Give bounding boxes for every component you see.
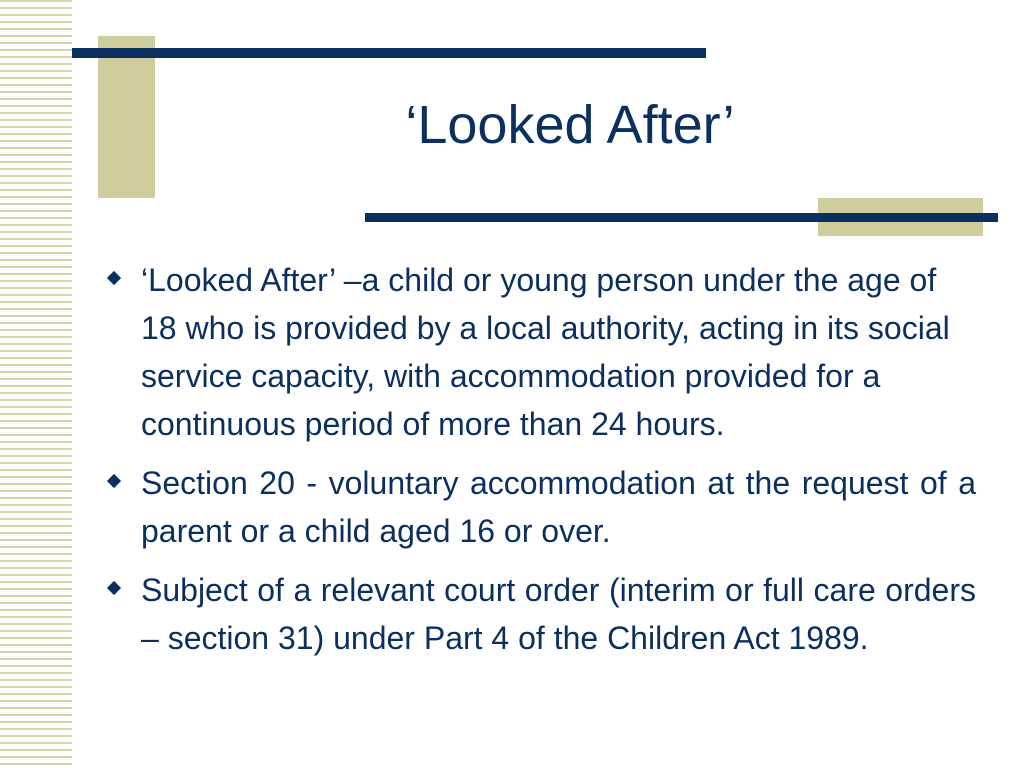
decorative-rule-top bbox=[72, 48, 706, 58]
diamond-bullet-icon bbox=[107, 474, 121, 488]
bullet-text: Subject of a relevant court order (interim or full care orders – section 31) under Part 4 of the Children Act 1989. bbox=[141, 572, 976, 656]
diamond-bullet-icon bbox=[107, 271, 121, 285]
diamond-bullet-icon bbox=[107, 581, 121, 595]
bullet-item bbox=[104, 566, 976, 662]
decorative-stripes bbox=[0, 0, 72, 768]
bullet-text: ‘Looked After’ –a child or young person under the age of 18 who is provided by a local authority, acting in its social service capacity, with accommodation provided for a continuous period of more than 24 hours. bbox=[141, 262, 950, 442]
bullet-item bbox=[104, 459, 976, 555]
decorative-rule-bottom bbox=[365, 213, 998, 222]
bullet-item bbox=[104, 256, 976, 448]
bullet-list bbox=[104, 256, 976, 673]
bullet-text: Section 20 - voluntary accommodation at the request of a parent or a child aged 16 or over. bbox=[141, 465, 976, 549]
slide-title: ‘Looked After’ bbox=[405, 95, 735, 155]
decorative-tan-block-top bbox=[98, 36, 155, 198]
